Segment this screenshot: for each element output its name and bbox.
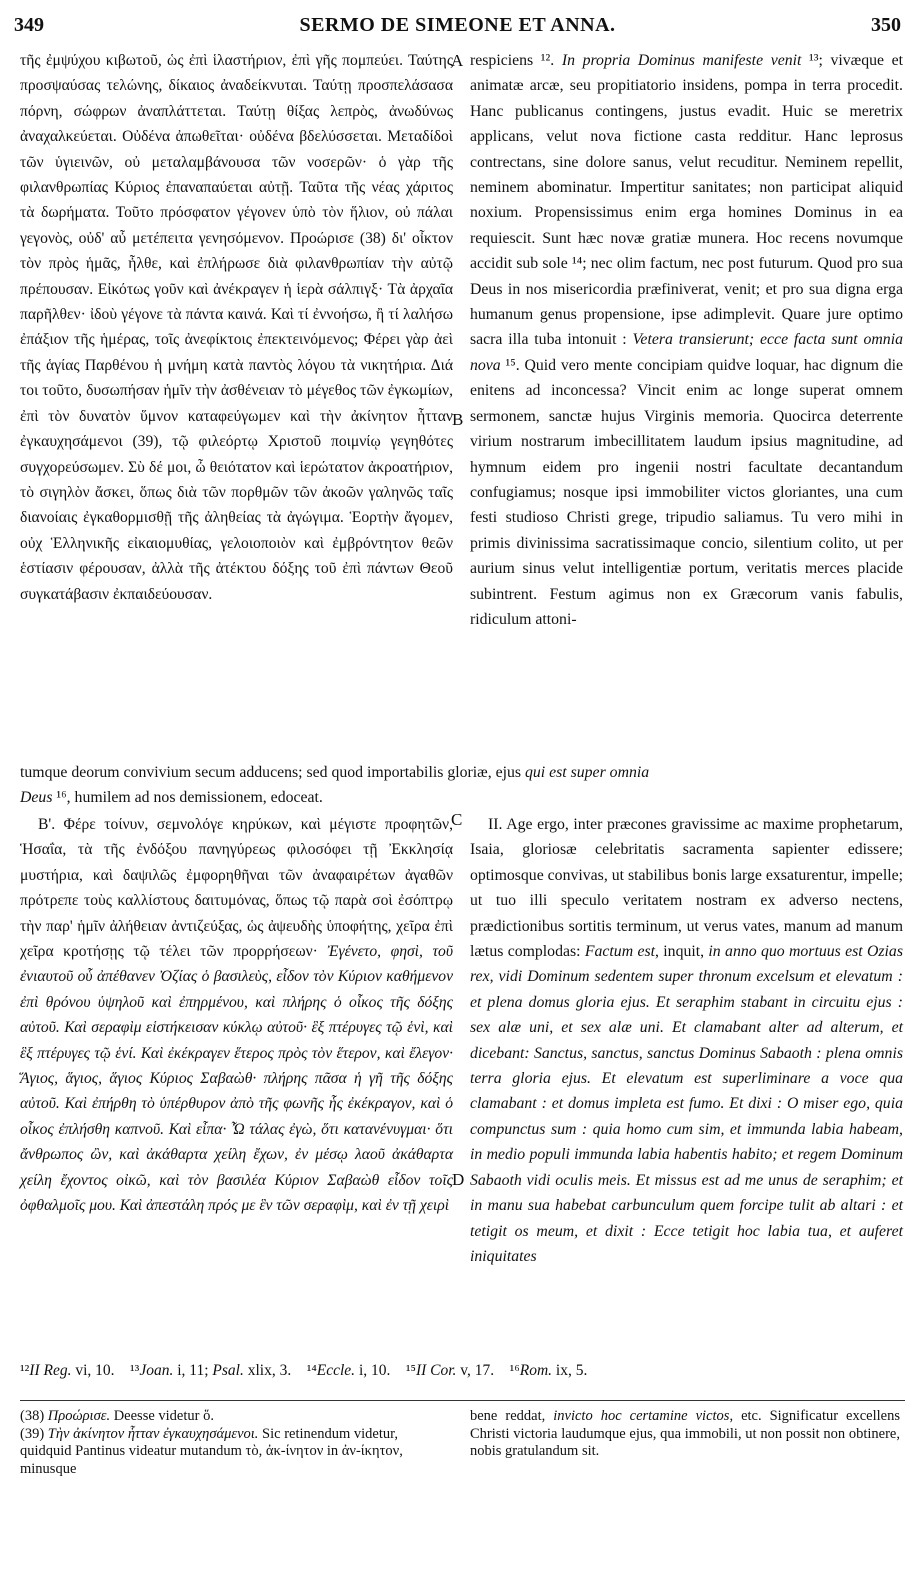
text-run: respiciens ¹². bbox=[470, 52, 562, 69]
page-number-right: 350 bbox=[871, 14, 901, 36]
ref-2: Psal. xlix, 3. bbox=[212, 1362, 292, 1379]
margin-marker-c: C bbox=[451, 810, 463, 829]
greek-column-bottom bbox=[20, 812, 453, 1219]
text-run: ¹⁶, humilem ad nos demissionem, edoceat. bbox=[52, 789, 323, 807]
latin-paragraph-top bbox=[470, 48, 903, 632]
greek-column-top bbox=[20, 48, 453, 607]
text-run: Deus bbox=[20, 789, 53, 807]
footnotes-right bbox=[470, 1408, 900, 1461]
text-run: in anno quo mortuus est Ozias rex, vidi Dominum sedentem super thronum excelsum et elevatum : et plena domus gloria ejus. Et seraphim stabant in circuitu ejus : sex alæ uni, et sex alæ uni. Et clamabant alter ad alterum, et dicebant: Sanctus, sanctus, sanctus Dominus Sabaoth : plena omnis terra gloria ejus. Et elevatum est superliminare a voce qua clamabant : et domus impleta est fumo. Et dixi : O miser ego, quia compunctus sum : quia homo cum sim, et immunda labia habeam, in medio populi immunda labia habentis habito; et regem Dominum Sabaoth vidi oculis meis. Et missus est ad me unus de seraphim; et in manu sua habebat carbunculum quem forcipe tulit ab altari : et tetigit os meum, et dixit : Ecce tetigit hoc labia tua, et auferet iniquitates bbox=[470, 943, 903, 1265]
greek-paragraph-bottom bbox=[20, 812, 453, 1219]
text-run: qui est super omnia bbox=[524, 764, 650, 781]
scripture-references bbox=[20, 1362, 905, 1380]
page-header bbox=[14, 14, 901, 44]
text-run: In propria Dominus manifeste venit bbox=[561, 52, 802, 69]
ref-3: ¹⁴Eccle. i, 10. bbox=[306, 1362, 391, 1379]
footnote-38: (38) Προώρισε. Deesse videtur ὅ. bbox=[20, 1408, 214, 1424]
footnote-rule bbox=[20, 1400, 905, 1401]
text-run: Vetera transierunt; ecce facta sunt omnia nova bbox=[470, 331, 903, 374]
text-run: Β'. Φέρε τοίνυν, σεμνολόγε κηρύκων, καὶ μέγιστε προφητῶν, Ἡσαΐα, τὰ τῆς ἐνδόξου πανηγύρεως φιλοσόφει τῇ Ἐκκλησίᾳ μυστήρια, καὶ δαψιλῶς ἐμφορηθῆναι τῶν ἀναφαιρέτων ἀγαθῶν πρότρεπε τοὺς καλλίστους δαιτυμόνας, ὅπως τῷ παρὰ σοὶ ἐσόπτρῳ τὴν παρ' ἡμῖν ἀλήθειαν ἀντιζεύξας, ὡς ἀψευδὴς ὑποφήτης, χεῖρα ἐπὶ χεῖρα κροτήσῃς τῷ τέλει τῶν προρρήσεων· bbox=[20, 816, 453, 961]
page-number-left: 349 bbox=[14, 14, 44, 36]
text-run: tumque deorum convivium secum adducens; sed quod importabilis gloriæ, ejus bbox=[20, 764, 525, 781]
latin-paragraph-bottom bbox=[470, 812, 903, 1269]
full-width-line-2 bbox=[20, 785, 905, 810]
text-run: , inquit, bbox=[655, 943, 709, 961]
ref-1: ¹³Joan. i, 11; bbox=[130, 1362, 213, 1379]
running-title: SERMO DE SIMEONE ET ANNA. bbox=[299, 14, 616, 36]
greek-paragraph-top: τῆς ἐμψύχου κιβωτοῦ, ὡς ἐπὶ ἱλαστήριον, ἐπὶ γῆς πομπεύει. Ταύτης προσψαύσας τελώνης, δίκαιος ἀναδείκνυται. Ταύτῃ προσπελάσασα πόρνη, σώφρων ἀναπλάττεται. Ταύτῃ θίξας λεπρὸς, ἀνωδύνως ἀναχαλκεύεται. Οὐδένα ἀπωθεῖται· οὐδένα βδελύσσεται. Μεταδίδοὶ τῶν ὑγιεινῶν, οὐ μεταλαμβάνουσα τῶν νοσερῶν· ὁ γὰρ τῆς φιλανθρωπίας Κύριος ἐπαναπαύεται αὐτῇ. Ταῦτα τῆς νέας χάριτος τὰ δωρήματα. Τοῦτο πρόσφατον γέγονεν ὑπὸ τὸν ἥλιον, οὐ πάλαι γεγονὸς, οὐδ' αὖ μετέπειτα γενησόμενον. Προώρισε (38) δι' οἶκτον τὸν πρὸς ἡμᾶς, ἦλθε, καὶ ἐπλήρωσε διὰ φιλανθρωπίαν τὴν αὐτῷ πρέπουσαν. Εἰκότως γοῦν καὶ ἀνέκραγεν ἡ ἱερὰ σάλπιγξ· Τὰ ἀρχαῖα παρῆλθεν· ἰδοὺ γέγονε τὰ πάντα καινά. Καὶ τί ἐννοήσω, ἢ τί λαλήσω ἐπάξιον τῆς ἡμέρας, τοῖς ἀνεφίκτοις ἐπεκτεινόμενος; Φέρει γὰρ ἀεὶ τῆς ἁγίας Παρθένου ἡ μνήμη κατὰ παντὸς λόγου τὰ νικητήρια. Διά τοι τοῦτο, δυσωπήσαν ἡμῖν τὴν ἀσθένειαν τὸ μέγεθος τῶν ἐγκωμίων, ἐπὶ τὸν δυνατὸν ὕμνον καταφεύγωμεν καὶ τὴν ἀκίνητον ἧτταν ἐγκαυχησάμενοι (39), τῷ φιλεόρτῳ Χριστοῦ ποιμνίῳ γεγηθότες συγχορεύσωμεν. Σὺ δέ μοι, ὦ θειότατον καὶ ἱερώτατον ἀκροατήριον, τὸ σιγηλὸν ἄσκει, ὅπως διὰ τῶν πορθμῶν τῶν ἀκοῶν γαληνῶς ταῖς διανοίαις ἐγκαθορμισθῇ τῆς ἀληθείας τὰ ἀγώγιμα. Ἑορτὴν ἄγομεν, οὐχ Ἑλληνικῆς εἰκαιομυθίας, γελοιοποιὸν καὶ ἐμβρόντητον θεῶν ἑστίασιν φέρουσαν, ἀλλὰ τῆς ἀτέκτου δόξης τοῦ ἐπὶ πάντων Θεοῦ συγκατάβασιν ἐκπαιδεύουσαν. bbox=[20, 52, 453, 603]
ref-0: ¹²II Reg. vi, 10. bbox=[20, 1362, 115, 1379]
latin-column-bottom bbox=[470, 812, 903, 1269]
text-run: ¹⁵. Quid vero mente concipiam quidve loquar, hac dignum die enitens ad inconcessa? Vincit enim ac longe superat omnem sermonem, sanctæ hujus Virginis memoria. Quocirca deterrente virium nostrarum imbecillitatem laudum ipsius magnitudine, ad hymnum eidem pro ingenii nostri facultate decantandum confugiamus; nosque ipsi immobiliter victos gloriantes, una cum festi studioso Christi grege, tripudio saliamus. Tu vero mihi in primis divinissima sacratissimaque concio, silentium colito, ut per aurium sinus velut intelligentiæ portum, veritatis merces placide subintrent. Festum agimus non ex Græcorum vanis fabulis, ridiculum attoni- bbox=[470, 356, 903, 628]
full-width-line-1 bbox=[20, 760, 905, 785]
text-run: ¹³; vivæque et animatæ arcæ, seu propitiatorio insidens, pompa in terra procedit. Hanc publicanus contingens, justus evadit. Huic se meretrix applicans, velut nova fictione casta redditur. Hanc leprosus contrectans, sine dolore sanus, velut recuditur. Neminem repellit, neminem abominatur. Impertitur sanitates; non participat aliquid noxium. Propensissimus enim erga homines Dominus in ea requiescit. Sunt hæc novæ gratiæ munera. Hoc recens novumque accidit sub sole ¹⁴; nec olim factum, nec post futurum. Quod pro sua Deus in nos misericordia præfiniverat, venit; et pro sua digna erga humanum genus propensione, ipse adimplevit. Quare jure optimo sacra illa tuba intonuit : bbox=[470, 52, 904, 349]
text-run: II. Age ergo, inter præcones gravissime ac maxime prophetarum, Isaia, gloriosæ celebritatis sacramenta sapienter edissere; optimosque convivas, ut stabilibus bonis large exsaturentur, impelle; ut tuo illi speculo veritatem nostram ex adverso nectens, prædictionibus sortitis terminum, ut verus vates, manum ad manum lætus complodas: bbox=[470, 816, 903, 961]
margin-marker-a: A bbox=[451, 51, 464, 70]
margin-marker-d: D bbox=[452, 1170, 465, 1189]
footnotes-left bbox=[20, 1408, 450, 1478]
footnote-39: (39) Τὴν ἀκίνητον ἧτταν ἐγκαυχησάμενοι. Sic retinendum videtur, quidquid Pantinus videatur mutandum τὸ, ἀκ-ίνητον in ἀν-ίκητον, minusque bbox=[20, 1425, 403, 1477]
ref-5: ¹⁶Rom. ix, 5. bbox=[509, 1362, 588, 1379]
footnote-39-continued: bene reddat, invicto hoc certamine victos, etc. Significatur excellens Christi victoria laudumque ejus, qua immobili, ut non possit non obtinere, nobis gratulandum sit. bbox=[470, 1408, 900, 1459]
ref-4: ¹⁵II Cor. v, 17. bbox=[405, 1362, 495, 1379]
text-run: Factum est bbox=[584, 943, 655, 961]
margin-marker-b: B bbox=[452, 410, 464, 429]
text-run: Ἐγένετο, φησὶ, τοῦ ἐνιαυτοῦ οὗ ἀπέθανεν Ὀζίας ὁ βασιλεὺς, εἶδον τὸν Κύριον καθήμενον ἐπὶ θρόνου ὑψηλοῦ καὶ ἐπηρμένου, καὶ πλήρης ὁ οἶκος τῆς δόξης αὐτοῦ. Καὶ σεραφὶμ εἱστήκεισαν κύκλῳ αὐτοῦ· ἓξ πτέρυγες τῷ ἑνὶ, καὶ ἓξ πτέρυγες τῷ ἑνί. Καὶ ἐκέκραγεν ἕτερος πρὸς τὸν ἕτερον, καὶ ἔλεγον· Ἅγιος, ἅγιος, ἅγιος Κύριος Σαβαὼθ· πλήρης πᾶσα ἡ γῆ τῆς δόξης αὐτοῦ. Καὶ ἐπήρθη τὸ ὑπέρθυρον ἀπὸ τῆς φωνῆς ἧς ἐκέκραγον, καὶ ὁ οἶκος ἐπλήσθη καπνοῦ. Καὶ εἶπα· Ὦ τάλας ἐγὼ, ὅτι κατανένυγμαι· ὅτι ἄνθρωπος ὢν, καὶ ἀκάθαρτα χείλη ἔχων, ἐν μέσῳ λαοῦ ἀκάθαρτα χείλη ἔχοντος οἰκῶ, καὶ τὸν βασιλέα Κύριον Σαβαὼθ εἶδον τοῖς ὀφθαλμοῖς μου. Καὶ ἀπεστάλη πρός με ἓν τῶν σεραφὶμ, καὶ ἐν τῇ χειρὶ bbox=[20, 943, 453, 1215]
latin-column-top bbox=[470, 48, 903, 632]
full-width-lines bbox=[20, 760, 905, 811]
